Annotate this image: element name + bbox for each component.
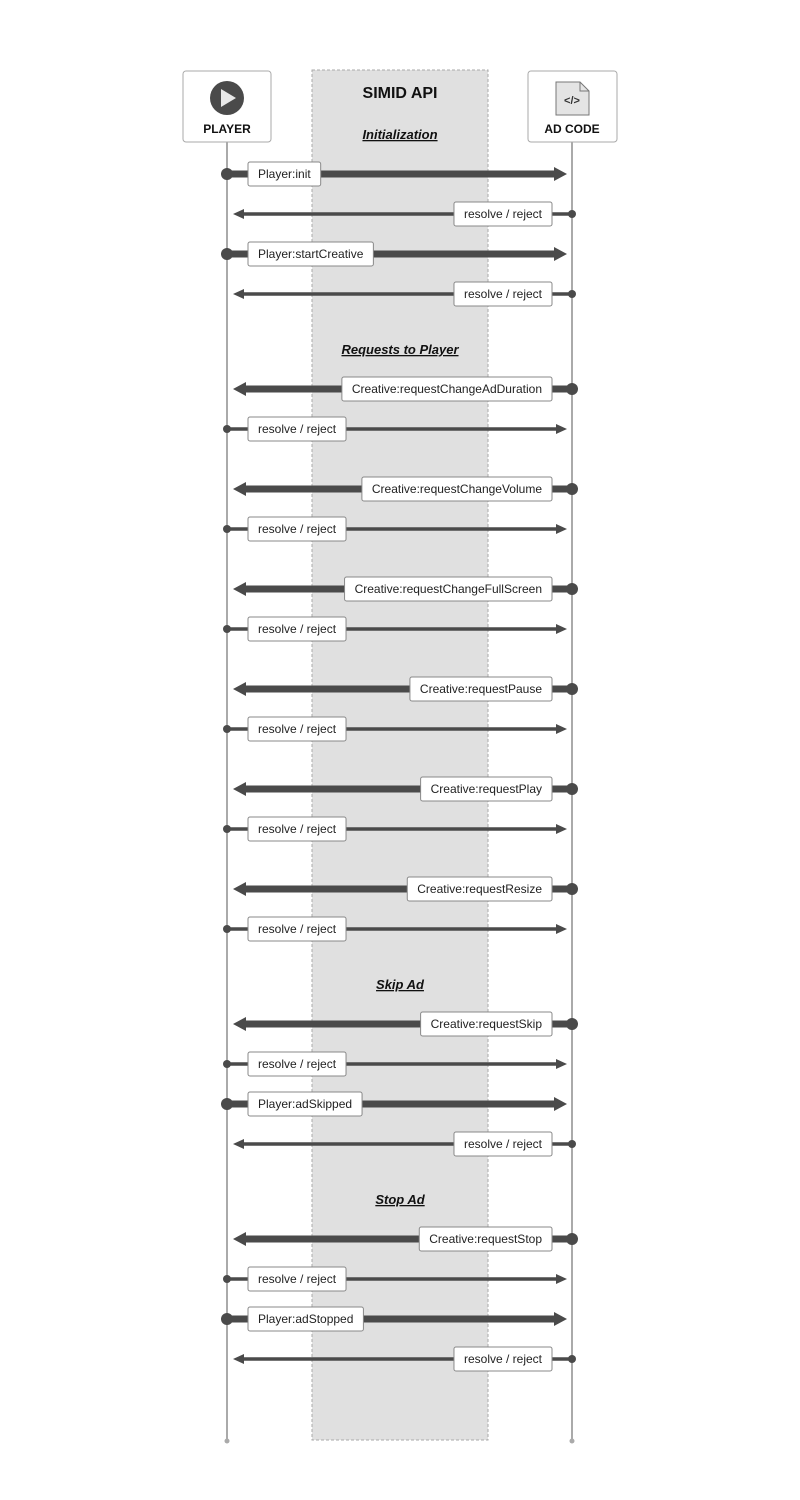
arrowhead-icon xyxy=(554,1312,567,1326)
ad-code-lifeline-end xyxy=(570,1439,575,1444)
arrowhead-icon xyxy=(233,1139,244,1149)
message-label: resolve / reject xyxy=(258,522,337,536)
origin-dot xyxy=(223,525,231,533)
message-label: resolve / reject xyxy=(258,922,337,936)
player-actor xyxy=(183,71,271,142)
arrowhead-icon xyxy=(556,424,567,434)
section-title: Initialization xyxy=(362,127,438,142)
code-file-icon xyxy=(556,82,589,115)
message-label: resolve / reject xyxy=(258,1272,337,1286)
section-title: Requests to Player xyxy=(341,342,459,357)
arrowhead-icon xyxy=(554,167,567,181)
origin-dot xyxy=(568,1355,576,1363)
origin-dot xyxy=(221,248,233,260)
arrowhead-icon xyxy=(554,1097,567,1111)
arrowhead-icon xyxy=(233,382,246,396)
message-label: Creative:requestStop xyxy=(429,1232,542,1246)
arrowhead-icon xyxy=(233,882,246,896)
message-label: Creative:requestChangeVolume xyxy=(371,482,542,496)
message-call xyxy=(233,477,578,501)
svg-text:</>: </> xyxy=(564,95,580,107)
message-call xyxy=(233,377,578,401)
origin-dot xyxy=(568,210,576,218)
origin-dot xyxy=(566,483,578,495)
message-label: resolve / reject xyxy=(258,422,337,436)
message-label: Creative:requestChangeFullScreen xyxy=(354,582,542,596)
message-label: Creative:requestPause xyxy=(419,682,542,696)
origin-dot xyxy=(566,683,578,695)
origin-dot xyxy=(223,1275,231,1283)
message-label: resolve / reject xyxy=(463,1137,542,1151)
origin-dot xyxy=(221,1098,233,1110)
ad-code-label: AD CODE xyxy=(544,122,600,136)
origin-dot xyxy=(221,168,233,180)
arrowhead-icon xyxy=(233,1232,246,1246)
play-icon xyxy=(210,81,244,115)
origin-dot xyxy=(566,883,578,895)
message-label: resolve / reject xyxy=(463,1352,542,1366)
message-label: Player:adSkipped xyxy=(258,1097,353,1111)
origin-dot xyxy=(223,925,231,933)
message-label: resolve / reject xyxy=(258,1057,337,1071)
arrowhead-icon xyxy=(556,1274,567,1284)
message-label: Creative:requestResize xyxy=(417,882,542,896)
arrowhead-icon xyxy=(233,1017,246,1031)
origin-dot xyxy=(566,1018,578,1030)
message-label: Creative:requestPlay xyxy=(430,782,542,796)
message-label: Creative:requestSkip xyxy=(430,1017,542,1031)
arrowhead-icon xyxy=(556,924,567,934)
origin-dot xyxy=(568,290,576,298)
message-label: resolve / reject xyxy=(258,622,337,636)
message-label: resolve / reject xyxy=(258,722,337,736)
arrowhead-icon xyxy=(233,682,246,696)
arrowhead-icon xyxy=(556,1059,567,1069)
message-call xyxy=(233,577,578,601)
origin-dot xyxy=(223,825,231,833)
arrowhead-icon xyxy=(233,782,246,796)
arrowhead-icon xyxy=(556,624,567,634)
origin-dot xyxy=(568,1140,576,1148)
origin-dot xyxy=(566,383,578,395)
message-label: Player:init xyxy=(258,167,311,181)
arrowhead-icon xyxy=(554,247,567,261)
ad-code-actor xyxy=(528,71,617,142)
diagram-title: SIMID API xyxy=(362,85,438,102)
section-title: Stop Ad xyxy=(375,1192,425,1207)
section-title: Skip Ad xyxy=(376,977,424,992)
arrowhead-icon xyxy=(233,1354,244,1364)
origin-dot xyxy=(566,1233,578,1245)
origin-dot xyxy=(221,1313,233,1325)
arrowhead-icon xyxy=(556,524,567,534)
arrowhead-icon xyxy=(556,824,567,834)
message-label: Player:startCreative xyxy=(258,247,364,261)
message-label: resolve / reject xyxy=(463,207,542,221)
origin-dot xyxy=(566,783,578,795)
message-label: resolve / reject xyxy=(463,287,542,301)
origin-dot xyxy=(223,725,231,733)
arrowhead-icon xyxy=(556,724,567,734)
origin-dot xyxy=(223,625,231,633)
arrowhead-icon xyxy=(233,582,246,596)
arrowhead-icon xyxy=(233,289,244,299)
message-label: resolve / reject xyxy=(258,822,337,836)
player-lifeline-end xyxy=(225,1439,230,1444)
message-label: Player:adStopped xyxy=(258,1312,354,1326)
origin-dot xyxy=(223,1060,231,1068)
player-label: PLAYER xyxy=(203,122,251,136)
arrowhead-icon xyxy=(233,209,244,219)
origin-dot xyxy=(566,583,578,595)
origin-dot xyxy=(223,425,231,433)
message-label: Creative:requestChangeAdDuration xyxy=(351,382,542,396)
arrowhead-icon xyxy=(233,482,246,496)
